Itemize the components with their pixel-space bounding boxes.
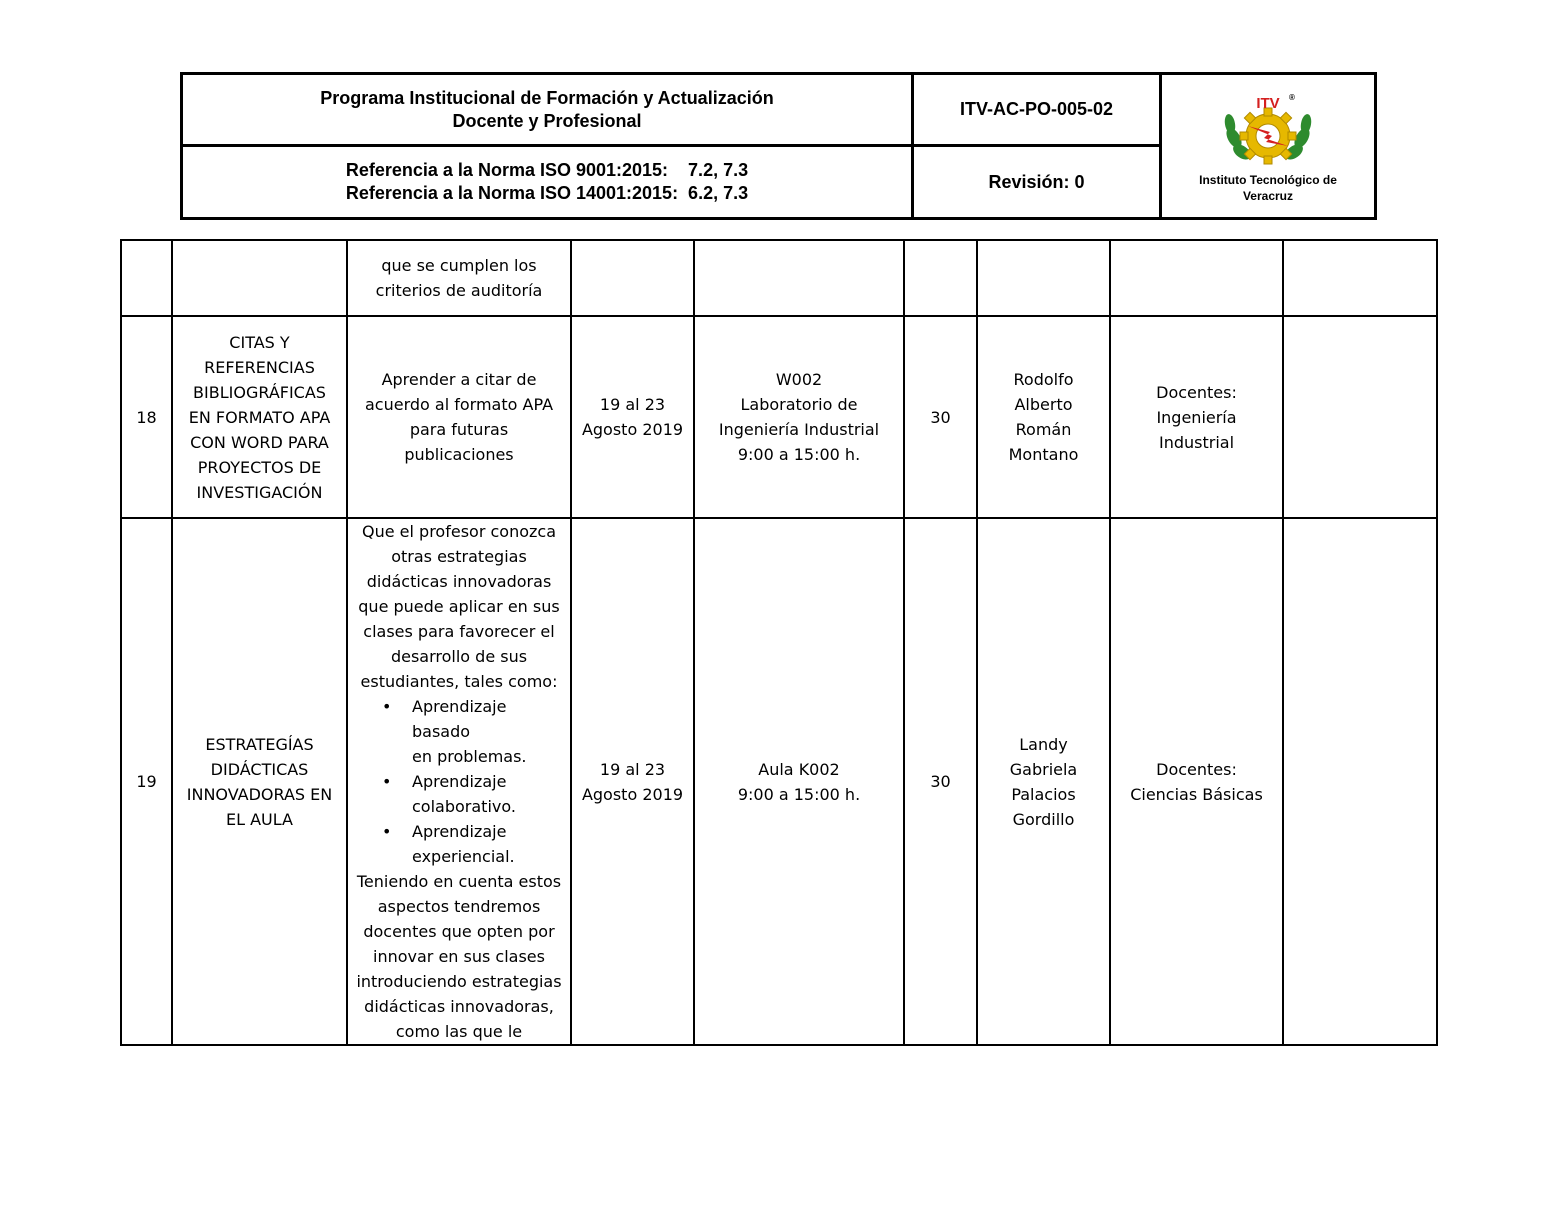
table-row	[121, 518, 1437, 1045]
objective-line: criterios de auditoría	[375, 281, 543, 300]
table-row	[121, 240, 1437, 316]
course-notes	[1283, 316, 1437, 518]
course-location	[694, 518, 904, 1045]
institution-logo-cell	[1162, 75, 1374, 217]
objective-line: que puede aplicar en sus	[358, 597, 560, 616]
program-title-line1: Programa Institucional de Formación y Actualización	[320, 87, 774, 108]
institution-name-line2: Veracruz	[1242, 189, 1294, 203]
document-code: ITV-AC-PO-005-02	[914, 75, 1162, 147]
course-audience	[1110, 240, 1283, 316]
objective-line: para futuras publicaciones	[404, 420, 514, 464]
objective-bullet-item	[354, 694, 564, 769]
instructor-line: Román	[1015, 420, 1072, 439]
course-number	[121, 240, 172, 316]
objective-line: estudiantes, tales como:	[360, 672, 558, 691]
course-name: ESTRATEGÍAS DIDÁCTICAS INNOVADORAS EN EL AULA	[172, 518, 347, 1045]
location-line: 9:00 a 15:00 h.	[737, 445, 861, 464]
course-dates	[571, 240, 694, 316]
course-instructor	[977, 240, 1110, 316]
objective-bullet-item	[354, 819, 564, 869]
course-name	[172, 240, 347, 316]
program-title-line2: Docente y Profesional	[452, 110, 642, 131]
course-hours: 30	[904, 316, 977, 518]
iso-9001-reference: Referencia a la Norma ISO 9001:2015: 7.2, 7.3	[345, 160, 749, 180]
date-line: Agosto 2019	[581, 784, 684, 804]
objective-bullet-list	[354, 694, 564, 869]
objective-line: acuerdo al formato APA	[364, 395, 554, 414]
objective-line: aspectos tendremos	[377, 897, 541, 916]
itv-logo	[1220, 92, 1316, 170]
course-instructor	[977, 518, 1110, 1045]
objective-line: Que el profesor conozca	[362, 522, 556, 541]
iso-references	[183, 147, 914, 217]
objective-line: desarrollo de sus	[390, 647, 528, 666]
institution-name-line1: Instituto Tecnológico de	[1199, 173, 1337, 187]
bullet-line: colaborativo.	[412, 797, 516, 816]
bullet-line: • Aprendizaje	[412, 772, 507, 791]
course-objective	[347, 316, 571, 518]
course-notes	[1283, 240, 1437, 316]
instructor-line: Alberto	[1014, 395, 1073, 414]
revision-number: Revisión: 0	[914, 147, 1162, 217]
objective-bullet-item	[354, 769, 564, 819]
document-header	[180, 72, 1377, 220]
course-hours	[904, 240, 977, 316]
location-line: Ingeniería Industrial	[718, 420, 880, 439]
bullet-line: experiencial.	[412, 847, 515, 866]
gear-laurel-emblem-icon	[1220, 92, 1316, 170]
course-notes	[1283, 518, 1437, 1045]
svg-text:®: ®	[1289, 93, 1295, 102]
logo-lettering: ITV	[1256, 95, 1280, 112]
course-location	[694, 316, 904, 518]
audience-line: Ciencias Básicas	[1130, 784, 1263, 804]
objective-line: didácticas innovadoras	[366, 572, 552, 591]
audience-line: Docentes:	[1156, 382, 1237, 402]
objective-line: Teniendo en cuenta estos	[356, 872, 562, 891]
audience-line: Ingeniería Industrial	[1156, 407, 1237, 452]
course-objective	[347, 240, 571, 316]
course-objective	[347, 518, 571, 1045]
location-line: 9:00 a 15:00 h.	[737, 784, 861, 804]
objective-line: didácticas innovadoras,	[364, 997, 554, 1016]
audience-line: Docentes:	[1156, 759, 1237, 779]
date-line: Agosto 2019	[581, 420, 684, 439]
objective-line: como las que le	[395, 1022, 523, 1041]
iso-14001-reference: Referencia a la Norma ISO 14001:2015: 6.2, 7.3	[345, 183, 749, 203]
course-instructor	[977, 316, 1110, 518]
course-number: 18	[121, 316, 172, 518]
date-line: 19 al 23	[599, 759, 666, 779]
course-dates	[571, 316, 694, 518]
course-audience	[1110, 316, 1283, 518]
objective-line: introduciendo estrategias	[356, 972, 562, 991]
bullet-line: • Aprendizaje basado	[412, 697, 507, 741]
instructor-line: Rodolfo	[1013, 370, 1074, 389]
objective-line: que se cumplen los	[381, 256, 537, 275]
course-location	[694, 240, 904, 316]
objective-line: Aprender a citar de	[381, 370, 537, 389]
location-line: Aula K002	[758, 759, 840, 779]
instructor-line: Montano	[1008, 445, 1079, 464]
table-row	[121, 316, 1437, 518]
course-name: CITAS Y REFERENCIAS BIBLIOGRÁFICAS EN FORMATO APA CON WORD PARA PROYECTOS DE INVESTIGACIÓN	[172, 316, 347, 518]
course-dates	[571, 518, 694, 1045]
instructor-line: Landy Gabriela	[1009, 734, 1078, 779]
date-line: 19 al 23	[599, 395, 666, 414]
bullet-line: • Aprendizaje	[412, 822, 507, 841]
instructor-line: Gordillo	[1012, 809, 1075, 829]
location-line: W002	[775, 370, 823, 389]
objective-line: otras estrategias	[391, 547, 527, 566]
course-hours: 30	[904, 518, 977, 1045]
objective-line: docentes que opten por	[363, 922, 555, 941]
course-number: 19	[121, 518, 172, 1045]
program-title	[183, 75, 914, 147]
instructor-line: Palacios	[1011, 784, 1076, 804]
location-line: Laboratorio de	[740, 395, 858, 414]
objective-line: clases para favorecer el	[363, 622, 555, 641]
course-audience	[1110, 518, 1283, 1045]
courses-table	[120, 239, 1438, 1046]
objective-line: innovar en sus clases	[373, 947, 545, 966]
bullet-line: en problemas.	[412, 747, 527, 766]
